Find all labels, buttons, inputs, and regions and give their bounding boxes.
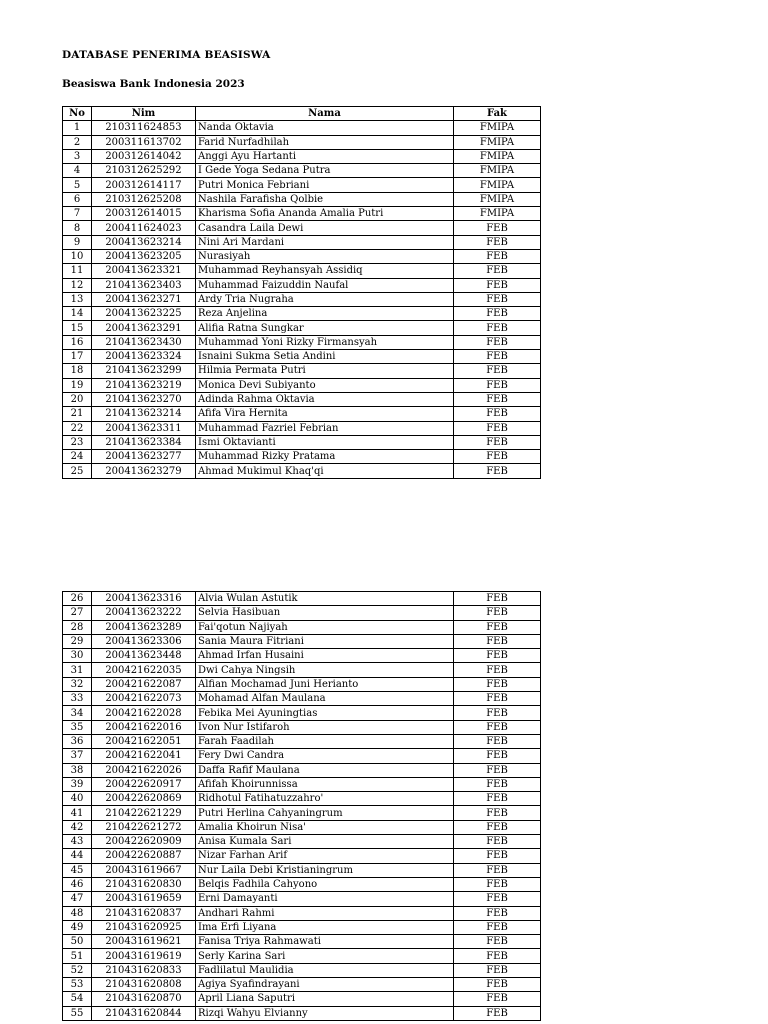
cell-nama: Erni Damayanti: [196, 892, 454, 906]
cell-nim: 200413623277: [92, 450, 196, 464]
cell-nama: Ismi Oktavianti: [196, 435, 454, 449]
cell-no: 16: [63, 335, 92, 349]
cell-fak: FEB: [454, 820, 541, 834]
table-row: [63, 1006, 541, 1020]
cell-fak: FEB: [454, 620, 541, 634]
table-row: [63, 292, 541, 306]
cell-no: 46: [63, 877, 92, 891]
cell-no: 27: [63, 606, 92, 620]
cell-nama: Rizqi Wahyu Elvianny: [196, 1006, 454, 1020]
table-row: [63, 849, 541, 863]
cell-fak: FEB: [454, 877, 541, 891]
cell-fak: FMIPA: [454, 192, 541, 206]
cell-nim: 200431619619: [92, 949, 196, 963]
table-row: [63, 734, 541, 748]
cell-fak: FEB: [454, 963, 541, 977]
cell-nim: 200413623306: [92, 634, 196, 648]
table-row: [63, 278, 541, 292]
cell-fak: FEB: [454, 706, 541, 720]
cell-nama: Hilmia Permata Putri: [196, 364, 454, 378]
table-row: [63, 307, 541, 321]
cell-nama: Alifia Ratna Sungkar: [196, 321, 454, 335]
cell-fak: FEB: [454, 435, 541, 449]
cell-nama: Ridhotul Fatihatuzzahro': [196, 792, 454, 806]
table-row: [63, 677, 541, 691]
cell-fak: FEB: [454, 920, 541, 934]
cell-fak: FEB: [454, 949, 541, 963]
cell-nama: Ivon Nur Istifaroh: [196, 720, 454, 734]
cell-fak: FEB: [454, 1006, 541, 1020]
cell-fak: FEB: [454, 849, 541, 863]
cell-no: 42: [63, 820, 92, 834]
cell-fak: FEB: [454, 278, 541, 292]
cell-nama: Ardy Tria Nugraha: [196, 292, 454, 306]
cell-fak: FEB: [454, 307, 541, 321]
table-row: [63, 450, 541, 464]
cell-nim: 210413623214: [92, 407, 196, 421]
cell-fak: FEB: [454, 634, 541, 648]
table-row: [63, 949, 541, 963]
cell-nama: Daffa Rafif Maulana: [196, 763, 454, 777]
cell-nama: Anggi Ayu Hartanti: [196, 149, 454, 163]
cell-fak: FEB: [454, 292, 541, 306]
cell-nim: 210413623430: [92, 335, 196, 349]
cell-fak: FEB: [454, 649, 541, 663]
cell-nim: 210422621272: [92, 820, 196, 834]
cell-nama: April Liana Saputri: [196, 992, 454, 1006]
cell-nama: Muhammad Fazriel Febrian: [196, 421, 454, 435]
cell-no: 40: [63, 792, 92, 806]
cell-nim: 200413623324: [92, 350, 196, 364]
table-row: [63, 235, 541, 249]
cell-nim: 200421622051: [92, 734, 196, 748]
cell-nim: 210431620837: [92, 906, 196, 920]
cell-no: 37: [63, 749, 92, 763]
cell-nama: Alvia Wulan Astutik: [196, 592, 454, 606]
cell-fak: FEB: [454, 392, 541, 406]
table-row: [63, 606, 541, 620]
table-row: [63, 135, 541, 149]
cell-nim: 210431620830: [92, 877, 196, 891]
cell-nim: 200413623214: [92, 235, 196, 249]
cell-nim: 210431620833: [92, 963, 196, 977]
cell-nama: Nur Laila Debi Kristianingrum: [196, 863, 454, 877]
cell-nim: 200413623321: [92, 264, 196, 278]
cell-nim: 200431619659: [92, 892, 196, 906]
cell-no: 33: [63, 692, 92, 706]
cell-nim: 210312625208: [92, 192, 196, 206]
cell-no: 47: [63, 892, 92, 906]
cell-fak: FEB: [454, 677, 541, 691]
table-row: [63, 792, 541, 806]
cell-no: 4: [63, 164, 92, 178]
cell-nim: 200421622035: [92, 663, 196, 677]
table-row: [63, 806, 541, 820]
cell-nama: Nini Ari Mardani: [196, 235, 454, 249]
cell-no: 52: [63, 963, 92, 977]
cell-fak: FMIPA: [454, 149, 541, 163]
table-row: [63, 350, 541, 364]
cell-fak: FEB: [454, 692, 541, 706]
cell-nim: 200411624023: [92, 221, 196, 235]
cell-nim: 200312614015: [92, 207, 196, 221]
header-nim: Nim: [92, 107, 196, 121]
cell-nim: 200312614117: [92, 178, 196, 192]
cell-nim: 210413623219: [92, 378, 196, 392]
table-row: [63, 835, 541, 849]
cell-fak: FEB: [454, 378, 541, 392]
cell-nama: Putri Monica Febriani: [196, 178, 454, 192]
cell-no: 54: [63, 992, 92, 1006]
recipients-table-part-2: [62, 591, 541, 1021]
cell-fak: FEB: [454, 749, 541, 763]
cell-nama: Alfian Mochamad Juni Herianto: [196, 677, 454, 691]
cell-nama: Andhari Rahmi: [196, 906, 454, 920]
cell-nama: Farah Faadilah: [196, 734, 454, 748]
cell-nim: 210431620925: [92, 920, 196, 934]
table-row: [63, 935, 541, 949]
cell-nim: 200421622073: [92, 692, 196, 706]
cell-nama: Febika Mei Ayuningtias: [196, 706, 454, 720]
cell-nama: Dwi Cahya Ningsih: [196, 663, 454, 677]
cell-no: 43: [63, 835, 92, 849]
cell-nama: Agiya Syafindrayani: [196, 978, 454, 992]
cell-no: 24: [63, 450, 92, 464]
table-row: [63, 649, 541, 663]
cell-nim: 210413623299: [92, 364, 196, 378]
table-row: [63, 378, 541, 392]
cell-fak: FEB: [454, 264, 541, 278]
cell-nama: Adinda Rahma Oktavia: [196, 392, 454, 406]
cell-no: 53: [63, 978, 92, 992]
cell-fak: FEB: [454, 863, 541, 877]
cell-no: 19: [63, 378, 92, 392]
cell-nama: Fadlilatul Maulidia: [196, 963, 454, 977]
cell-nim: 200431619621: [92, 935, 196, 949]
cell-no: 38: [63, 763, 92, 777]
cell-fak: FEB: [454, 592, 541, 606]
table-row: [63, 706, 541, 720]
cell-nama: Ahmad Irfan Husaini: [196, 649, 454, 663]
cell-nama: Ima Erfi Liyana: [196, 920, 454, 934]
table-row: [63, 192, 541, 206]
cell-no: 5: [63, 178, 92, 192]
table-row: [63, 978, 541, 992]
cell-nama: Isnaini Sukma Setia Andini: [196, 350, 454, 364]
cell-no: 6: [63, 192, 92, 206]
cell-nim: 210311624853: [92, 121, 196, 135]
cell-nama: I Gede Yoga Sedana Putra: [196, 164, 454, 178]
cell-fak: FEB: [454, 792, 541, 806]
table-row: [63, 335, 541, 349]
table-row: [63, 920, 541, 934]
cell-no: 20: [63, 392, 92, 406]
cell-nim: 200422620887: [92, 849, 196, 863]
cell-nama: Muhammad Reyhansyah Assidiq: [196, 264, 454, 278]
cell-nama: Sania Maura Fitriani: [196, 634, 454, 648]
cell-no: 55: [63, 1006, 92, 1020]
cell-no: 45: [63, 863, 92, 877]
cell-nim: 200413623205: [92, 249, 196, 263]
table-row: [63, 992, 541, 1006]
cell-no: 32: [63, 677, 92, 691]
cell-nama: Serly Karina Sari: [196, 949, 454, 963]
cell-no: 9: [63, 235, 92, 249]
table-row: [63, 407, 541, 421]
cell-fak: FEB: [454, 835, 541, 849]
cell-nama: Nurasiyah: [196, 249, 454, 263]
table-row: [63, 178, 541, 192]
cell-nim: 200413623316: [92, 592, 196, 606]
cell-fak: FMIPA: [454, 164, 541, 178]
table-row: [63, 634, 541, 648]
table-row: [63, 820, 541, 834]
cell-nim: 200421622041: [92, 749, 196, 763]
cell-no: 44: [63, 849, 92, 863]
cell-nim: 200422620869: [92, 792, 196, 806]
cell-fak: FEB: [454, 663, 541, 677]
cell-no: 2: [63, 135, 92, 149]
cell-no: 18: [63, 364, 92, 378]
table-row: [63, 221, 541, 235]
cell-nim: 210431620870: [92, 992, 196, 1006]
cell-nama: Muhammad Rizky Pratama: [196, 450, 454, 464]
cell-nim: 200421622028: [92, 706, 196, 720]
cell-nim: 200413623279: [92, 464, 196, 478]
cell-nama: Fery Dwi Candra: [196, 749, 454, 763]
cell-no: 34: [63, 706, 92, 720]
cell-nim: 200413623291: [92, 321, 196, 335]
cell-fak: FEB: [454, 935, 541, 949]
cell-no: 8: [63, 221, 92, 235]
cell-no: 30: [63, 649, 92, 663]
table-row: [63, 749, 541, 763]
table-body-part-2: [63, 592, 541, 1021]
cell-nama: Afifa Vira Hernita: [196, 407, 454, 421]
cell-nim: 200413623222: [92, 606, 196, 620]
cell-nim: 200413623289: [92, 620, 196, 634]
cell-fak: FEB: [454, 992, 541, 1006]
cell-nama: Reza Anjelina: [196, 307, 454, 321]
table-row: [63, 249, 541, 263]
cell-nim: 200421622026: [92, 763, 196, 777]
cell-nama: Fai'qotun Najiyah: [196, 620, 454, 634]
cell-fak: FEB: [454, 464, 541, 478]
cell-nama: Muhammad Faizuddin Naufal: [196, 278, 454, 292]
cell-nama: Mohamad Alfan Maulana: [196, 692, 454, 706]
cell-no: 1: [63, 121, 92, 135]
cell-nama: Kharisma Sofia Ananda Amalia Putri: [196, 207, 454, 221]
cell-no: 36: [63, 734, 92, 748]
cell-nama: Selvia Hasibuan: [196, 606, 454, 620]
table-row: [63, 264, 541, 278]
cell-no: 21: [63, 407, 92, 421]
cell-fak: FEB: [454, 364, 541, 378]
cell-no: 14: [63, 307, 92, 321]
cell-nama: Belqis Fadhila Cahyono: [196, 877, 454, 891]
cell-nim: 210431620844: [92, 1006, 196, 1020]
cell-fak: FEB: [454, 350, 541, 364]
document-subtitle: Beasiswa Bank Indonesia 2023: [62, 78, 245, 90]
table-row: [63, 364, 541, 378]
cell-nama: Casandra Laila Dewi: [196, 221, 454, 235]
cell-fak: FMIPA: [454, 135, 541, 149]
cell-nim: 210422621229: [92, 806, 196, 820]
table-row: [63, 464, 541, 478]
table-header-row: [63, 107, 541, 121]
cell-nim: 200421622016: [92, 720, 196, 734]
cell-fak: FEB: [454, 407, 541, 421]
document-title: DATABASE PENERIMA BEASISWA: [62, 49, 271, 61]
cell-nim: 200413623225: [92, 307, 196, 321]
cell-fak: FEB: [454, 978, 541, 992]
recipients-table-part-1: [62, 106, 541, 479]
cell-nama: Putri Herlina Cahyaningrum: [196, 806, 454, 820]
cell-no: 31: [63, 663, 92, 677]
cell-no: 49: [63, 920, 92, 934]
cell-no: 35: [63, 720, 92, 734]
cell-no: 29: [63, 634, 92, 648]
cell-nama: Monica Devi Subiyanto: [196, 378, 454, 392]
cell-nama: Muhammad Yoni Rizky Firmansyah: [196, 335, 454, 349]
cell-fak: FMIPA: [454, 178, 541, 192]
table-row: [63, 121, 541, 135]
cell-fak: FEB: [454, 450, 541, 464]
cell-no: 17: [63, 350, 92, 364]
cell-nim: 200422620909: [92, 835, 196, 849]
cell-fak: FEB: [454, 235, 541, 249]
cell-no: 39: [63, 777, 92, 791]
cell-nama: Amalia Khoirun Nisa': [196, 820, 454, 834]
header-no: No: [63, 107, 92, 121]
cell-no: 22: [63, 421, 92, 435]
header-nama: Nama: [196, 107, 454, 121]
cell-no: 15: [63, 321, 92, 335]
table-row: [63, 863, 541, 877]
cell-no: 50: [63, 935, 92, 949]
cell-no: 41: [63, 806, 92, 820]
cell-fak: FEB: [454, 421, 541, 435]
cell-nama: Nanda Oktavia: [196, 121, 454, 135]
cell-nama: Ahmad Mukimul Khaq'qi: [196, 464, 454, 478]
table-row: [63, 435, 541, 449]
cell-no: 11: [63, 264, 92, 278]
cell-no: 28: [63, 620, 92, 634]
cell-nim: 200413623271: [92, 292, 196, 306]
cell-nama: Nashila Farafisha Qolbie: [196, 192, 454, 206]
cell-nim: 210413623384: [92, 435, 196, 449]
cell-nim: 200421622087: [92, 677, 196, 691]
cell-no: 7: [63, 207, 92, 221]
table-row: [63, 149, 541, 163]
table-row: [63, 892, 541, 906]
table-body-part-1: [63, 121, 541, 478]
header-fak: Fak: [454, 107, 541, 121]
cell-no: 25: [63, 464, 92, 478]
cell-nim: 200413623311: [92, 421, 196, 435]
cell-fak: FEB: [454, 221, 541, 235]
table-row: [63, 321, 541, 335]
table-row: [63, 392, 541, 406]
cell-nama: Anisa Kumala Sari: [196, 835, 454, 849]
table-row: [63, 692, 541, 706]
cell-no: 12: [63, 278, 92, 292]
cell-nim: 210413623403: [92, 278, 196, 292]
table-row: [63, 421, 541, 435]
cell-nama: Fanisa Triya Rahmawati: [196, 935, 454, 949]
cell-nim: 200431619667: [92, 863, 196, 877]
cell-nim: 200413623448: [92, 649, 196, 663]
cell-fak: FEB: [454, 606, 541, 620]
cell-fak: FEB: [454, 892, 541, 906]
cell-nim: 200311613702: [92, 135, 196, 149]
cell-fak: FEB: [454, 249, 541, 263]
table-row: [63, 906, 541, 920]
cell-fak: FEB: [454, 335, 541, 349]
cell-no: 48: [63, 906, 92, 920]
cell-fak: FEB: [454, 777, 541, 791]
table-row: [63, 777, 541, 791]
table-row: [63, 207, 541, 221]
table-row: [63, 592, 541, 606]
cell-nim: 210413623270: [92, 392, 196, 406]
table-row: [63, 663, 541, 677]
cell-nim: 210431620808: [92, 978, 196, 992]
cell-fak: FEB: [454, 806, 541, 820]
cell-no: 23: [63, 435, 92, 449]
table-row: [63, 620, 541, 634]
cell-no: 51: [63, 949, 92, 963]
cell-nama: Nizar Farhan Arif: [196, 849, 454, 863]
cell-no: 13: [63, 292, 92, 306]
cell-fak: FEB: [454, 720, 541, 734]
table-row: [63, 763, 541, 777]
table-row: [63, 877, 541, 891]
table-row: [63, 963, 541, 977]
cell-no: 26: [63, 592, 92, 606]
cell-fak: FMIPA: [454, 207, 541, 221]
table-row: [63, 720, 541, 734]
cell-nim: 200312614042: [92, 149, 196, 163]
cell-nim: 210312625292: [92, 164, 196, 178]
cell-fak: FEB: [454, 734, 541, 748]
cell-fak: FEB: [454, 906, 541, 920]
cell-no: 10: [63, 249, 92, 263]
table-row: [63, 164, 541, 178]
cell-nim: 200422620917: [92, 777, 196, 791]
cell-nama: Farid Nurfadhilah: [196, 135, 454, 149]
cell-nama: Afifah Khoirunnissa: [196, 777, 454, 791]
cell-fak: FMIPA: [454, 121, 541, 135]
cell-fak: FEB: [454, 321, 541, 335]
cell-no: 3: [63, 149, 92, 163]
cell-fak: FEB: [454, 763, 541, 777]
